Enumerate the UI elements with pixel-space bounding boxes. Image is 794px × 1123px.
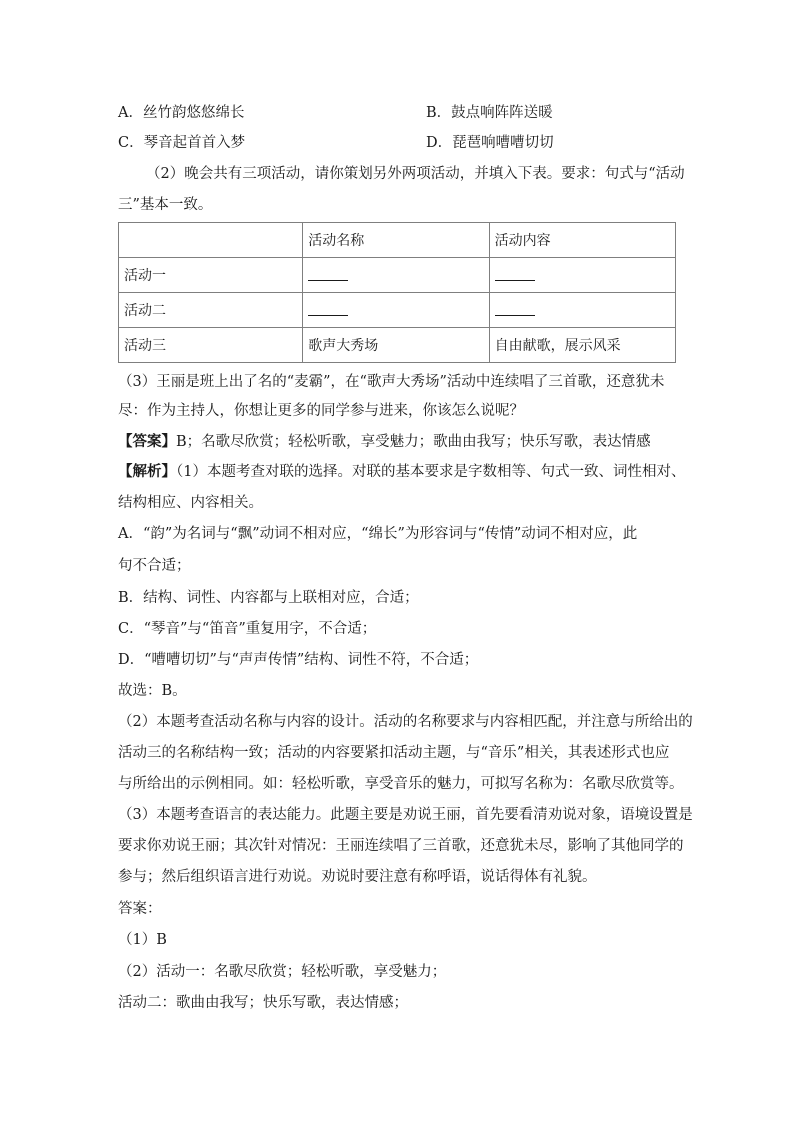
analysis-tag: 【解析】 — [118, 463, 176, 480]
analysis-line-2: 结构相应、内容相关。 — [118, 495, 263, 511]
analysis-choice: 故选：B。 — [118, 683, 187, 699]
fill-blank-content[interactable] — [489, 293, 675, 328]
answer-blank[interactable] — [495, 301, 535, 316]
analysis-d: D．“嘈嘈切切”与“声声传情”结构、词性不符，不合适； — [118, 652, 479, 668]
table-header-row — [119, 223, 676, 258]
question-2-line-2: 三”基本一致。 — [118, 197, 213, 213]
answer-blank[interactable] — [495, 266, 535, 281]
table-row — [119, 258, 676, 293]
answer-blank[interactable] — [308, 301, 348, 316]
final-answer-3: 活动二：歌曲由我写；快乐写歌，表达情感； — [118, 995, 408, 1011]
analysis-a-line-2: 句不合适； — [118, 558, 191, 574]
answer-line — [118, 432, 651, 452]
table-header-cell: 活动内容 — [489, 223, 675, 258]
activity-table — [118, 222, 676, 363]
row-label: 活动三 — [119, 328, 303, 363]
analysis-p2-line-3: 与所给出的示例相同。如：轻松听歌，享受音乐的魅力，可拟写名称为：名歌尽欣赏等。 — [118, 776, 684, 792]
activity-content: 自由献歌，展示风采 — [489, 328, 675, 363]
final-answer-2: （2）活动一：名歌尽欣赏；轻松听歌，享受魅力； — [118, 964, 447, 980]
analysis-line-1 — [118, 462, 685, 482]
fill-blank-name[interactable] — [303, 293, 489, 328]
question-3-line-2: 尽：作为主持人，你想让更多的同学参与进来，你该怎么说呢？ — [118, 403, 524, 419]
option-b: B．鼓点响阵阵送暖 — [426, 105, 553, 121]
fill-blank-name[interactable] — [303, 258, 489, 293]
analysis-b: B．结构、词性、内容都与上联相对应，合适； — [118, 590, 419, 606]
table-row — [119, 328, 676, 363]
table-header-cell: 活动名称 — [303, 223, 489, 258]
question-3-line-1: （3）王丽是班上出了名的“麦霸”，在“歌声大秀场”活动中连续唱了三首歌，还意犹未 — [118, 374, 665, 390]
option-c: C．琴音起首首入梦 — [118, 135, 246, 151]
table-header-cell — [119, 223, 303, 258]
analysis-p3-line-2: 要求你劝说王丽；其次针对情况：王丽连续唱了三首歌，还意犹未尽，影响了其他同学的 — [118, 838, 684, 854]
answer-tag: 【答案】 — [118, 433, 176, 450]
option-d: D．琵琶响嘈嘈切切 — [426, 135, 554, 151]
question-2-line-1: （2）晚会共有三项活动，请你策划另外两项活动，并填入下表。要求：句式与“活动 — [146, 166, 685, 182]
final-answer-label: 答案： — [118, 901, 162, 917]
analysis-p2-line-2: 活动三的名称结构一致；活动的内容要紧扣活动主题，与“音乐”相关，其表述形式也应 — [118, 745, 670, 761]
fill-blank-content[interactable] — [489, 258, 675, 293]
table-row — [119, 293, 676, 328]
answer-blank[interactable] — [308, 266, 348, 281]
analysis-a-line-1: A．“韵”为名词与“飘”动词不相对应，“绵长”为形容词与“传情”动词不相对应，此 — [118, 526, 638, 542]
analysis-text: （1）本题考查对联的选择。对联的基本要求是字数相等、句式一致、词性相对、 — [176, 464, 686, 480]
final-answer-1: （1）B — [118, 932, 167, 948]
analysis-p3-line-1: （3）本题考查语言的表达能力。此题主要是劝说王丽，首先要看清劝说对象，语境设置是 — [118, 807, 693, 823]
analysis-p2-line-1: （2）本题考查活动名称与内容的设计。活动的名称要求与内容相匹配，并注意与所给出的 — [118, 714, 693, 730]
option-a: A．丝竹韵悠悠绵长 — [118, 105, 245, 121]
answer-text: B；名歌尽欣赏；轻松听歌，享受魅力；歌曲由我写；快乐写歌，表达情感 — [176, 434, 651, 450]
row-label: 活动二 — [119, 293, 303, 328]
activity-name: 歌声大秀场 — [303, 328, 489, 363]
analysis-p3-line-3: 参与；然后组织语言进行劝说。劝说时要注意有称呼语，说话得体有礼貌。 — [118, 869, 597, 885]
analysis-c: C．“琴音”与“笛音”重复用字，不合适； — [118, 621, 377, 637]
row-label: 活动一 — [119, 258, 303, 293]
